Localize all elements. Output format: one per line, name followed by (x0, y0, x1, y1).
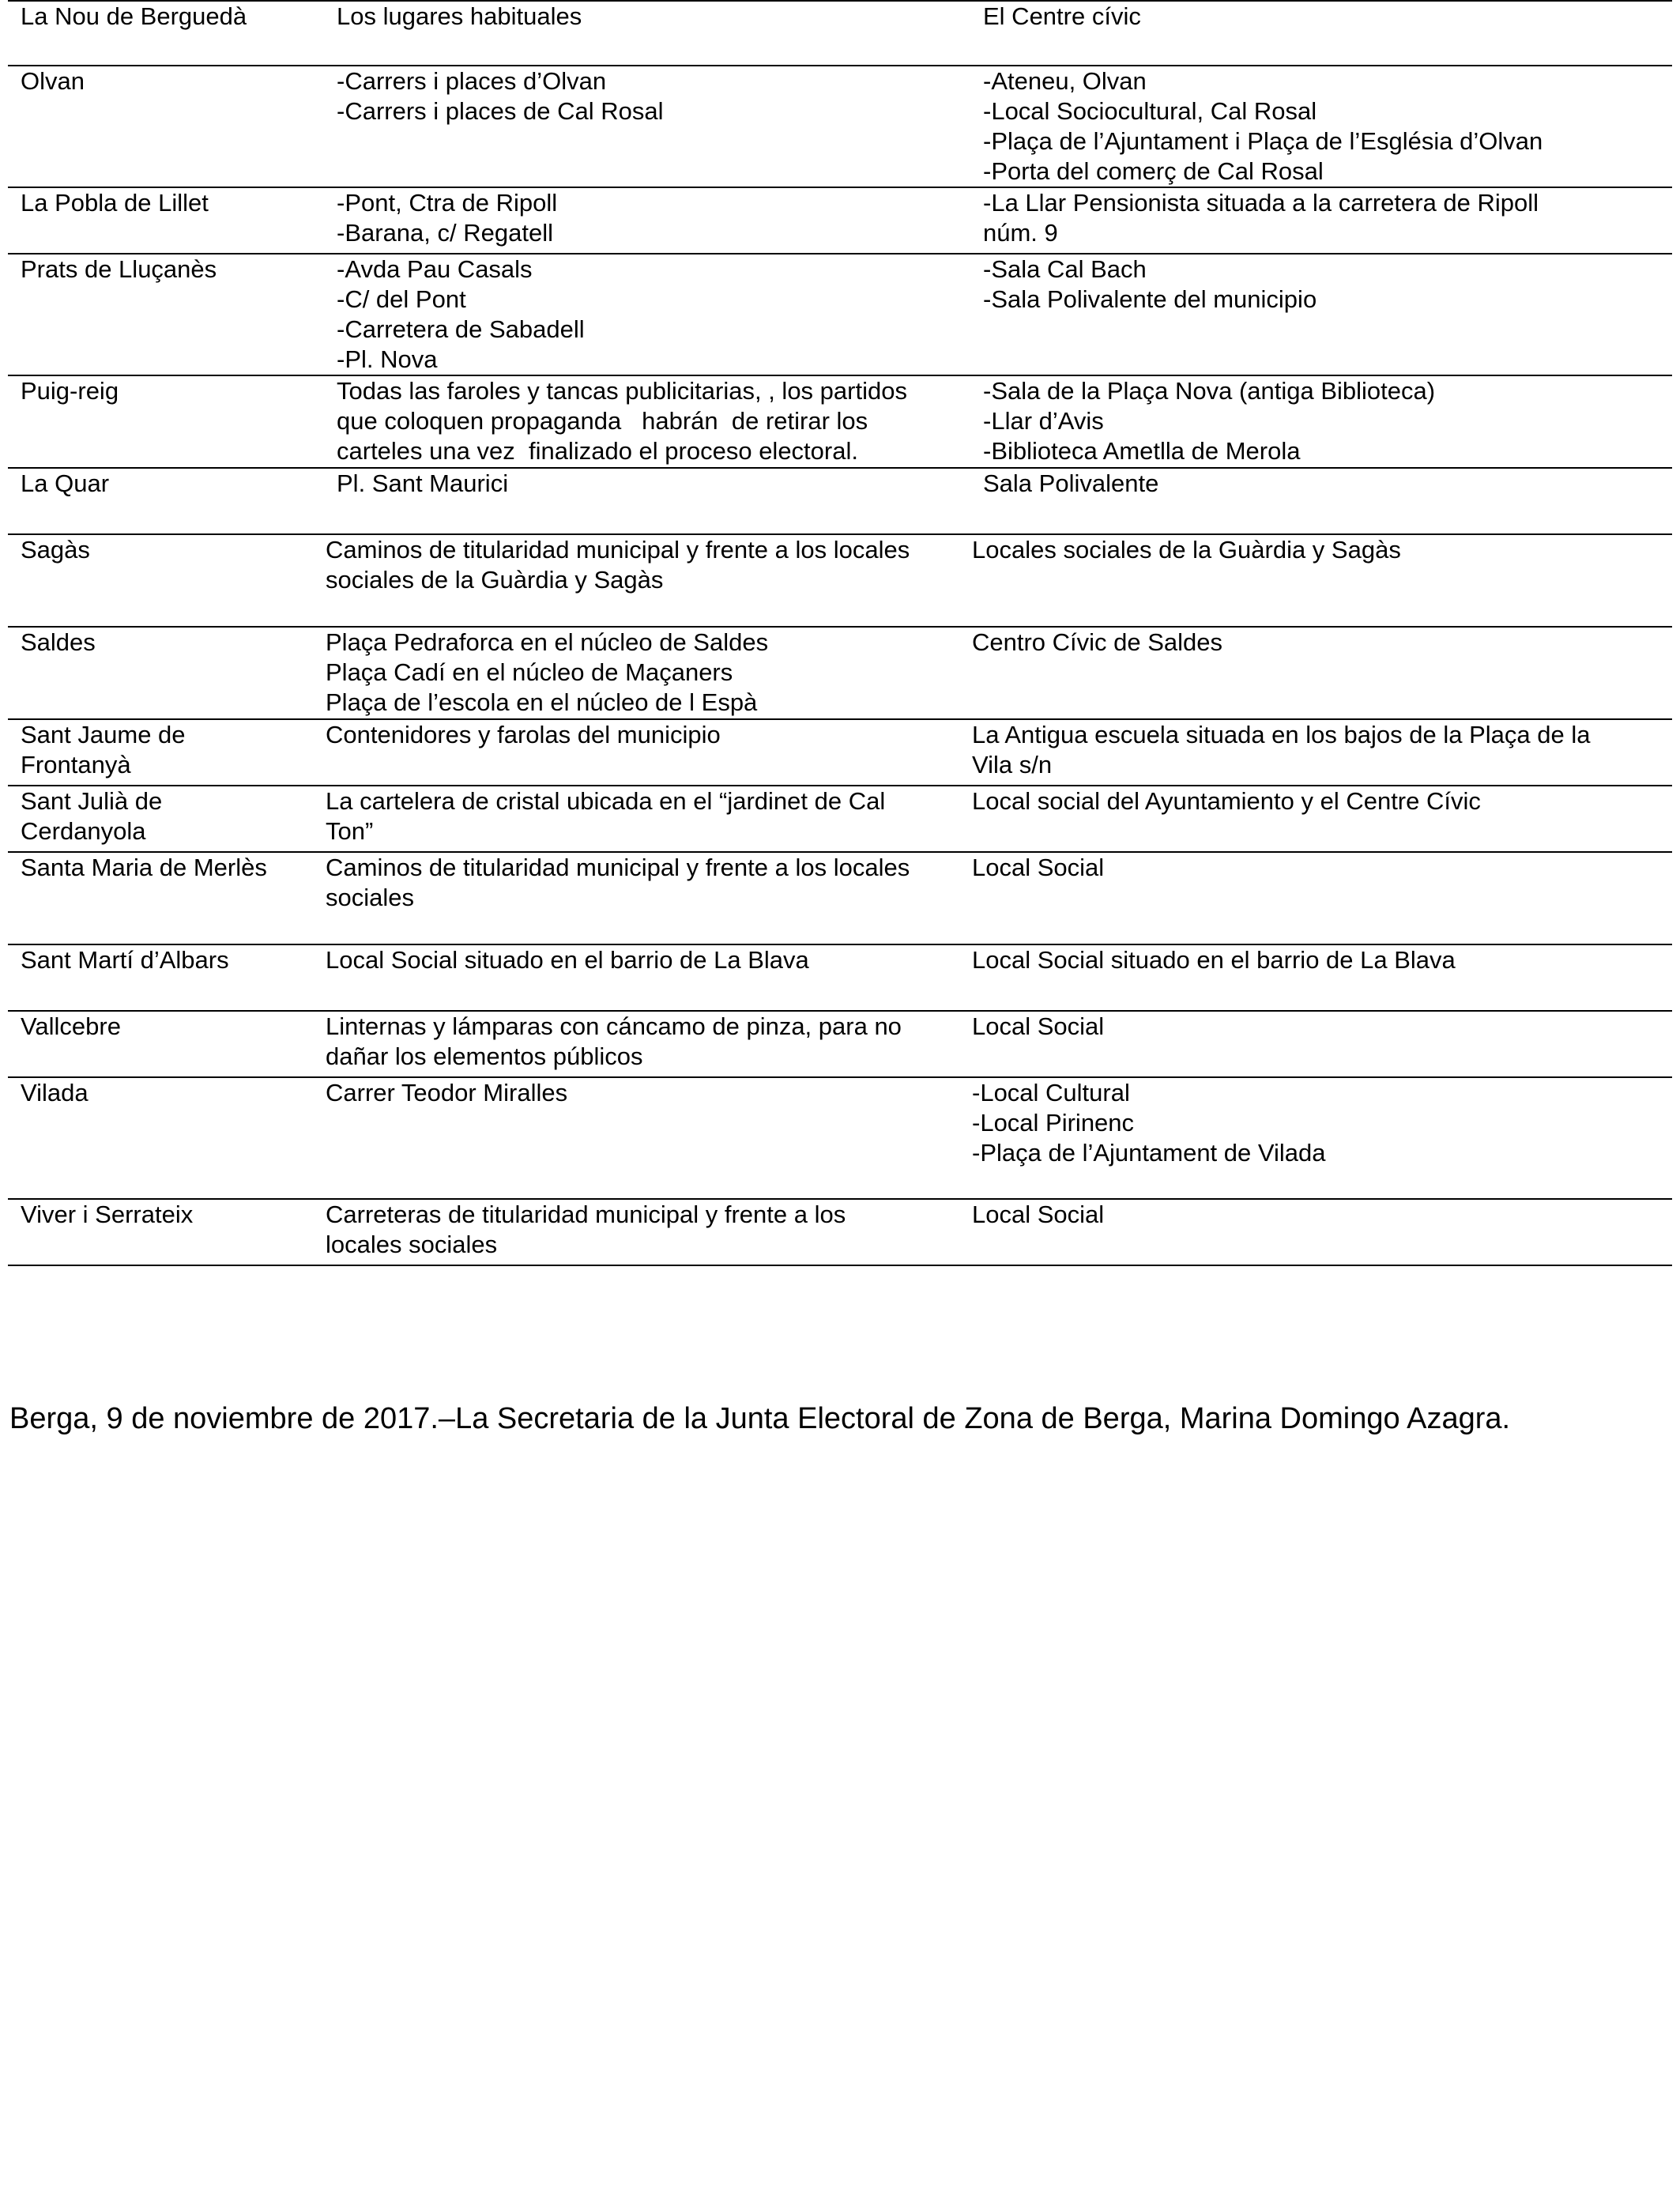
table-row (8, 254, 1672, 375)
posting-places-cell (313, 66, 959, 187)
table-row (8, 187, 1672, 254)
municipality-cell (8, 254, 313, 375)
municipality-cell (8, 187, 313, 254)
posting-places-cell (313, 254, 959, 375)
cell-text-line: carteles una vez finalizado el proceso electoral. (337, 437, 858, 465)
cell-text-line: -Pont, Ctra de Ripoll (337, 189, 558, 217)
cell-text-line: -Ateneu, Olvan (983, 67, 1147, 95)
cell-text-line: sociales (326, 884, 414, 911)
posting-places-cell (313, 786, 959, 852)
cell-text-line: -La Llar Pensionista situada a la carretera de Ripoll (983, 189, 1539, 217)
cell-text-line: -Local Cultural (972, 1079, 1130, 1106)
cell-text-line: Plaça Cadí en el núcleo de Maçaners (326, 658, 733, 686)
cell-text-line: Sant Jaume de (21, 721, 186, 748)
venues-cell (959, 786, 1672, 852)
cell-text-line: -Pl. Nova (337, 345, 438, 373)
cell-text-line: -Plaça de l’Ajuntament i Plaça de l’Església d’Olvan (983, 127, 1543, 155)
cell-text-line: -Plaça de l’Ajuntament de Vilada (972, 1139, 1326, 1167)
signature-line: Berga, 9 de noviembre de 2017.–La Secretaria de la Junta Electoral de Zona de Berga, Marina Domingo Azagra. (9, 1402, 1511, 1435)
municipality-cell (8, 719, 313, 786)
cell-text-line: Frontanyà (21, 751, 131, 778)
municipality-cell (8, 786, 313, 852)
cell-text-line: Plaça Pedraforca en el núcleo de Saldes (326, 628, 769, 656)
cell-text-line: Carreteras de titularidad municipal y frente a los (326, 1201, 846, 1228)
venues-cell (959, 187, 1672, 254)
table-row (8, 534, 1672, 627)
cell-text-line: Prats de Lluçanès (21, 255, 217, 283)
cell-text-line: Cerdanyola (21, 817, 146, 845)
municipality-cell (8, 1077, 313, 1199)
venues-cell (959, 375, 1672, 468)
municipality-cell (8, 66, 313, 187)
polling-places-table (8, 0, 1672, 1266)
cell-text-line: Vallcebre (21, 1012, 121, 1040)
cell-text-line: -Local Sociocultural, Cal Rosal (983, 97, 1317, 125)
venues-cell (959, 1199, 1672, 1265)
posting-places-cell (313, 1077, 959, 1199)
cell-text-line: La cartelera de cristal ubicada en el “jardinet de Cal (326, 787, 886, 815)
venues-cell (959, 852, 1672, 944)
cell-text-line: Local Social (972, 854, 1105, 881)
venues-cell (959, 944, 1672, 1011)
posting-places-cell (313, 719, 959, 786)
cell-text-line: Sagàs (21, 536, 90, 564)
municipality-cell (8, 1, 313, 66)
municipality-cell (8, 1199, 313, 1265)
posting-places-cell (313, 534, 959, 627)
venues-cell (959, 468, 1672, 534)
table-row (8, 852, 1672, 944)
cell-text-line: Sant Martí d’Albars (21, 946, 229, 974)
cell-text-line: -Carretera de Sabadell (337, 315, 585, 343)
cell-text-line: -C/ del Pont (337, 285, 466, 313)
posting-places-cell (313, 1, 959, 66)
cell-text-line: Caminos de titularidad municipal y frente a los locales (326, 854, 910, 881)
venues-cell (959, 66, 1672, 187)
cell-text-line: La Antigua escuela situada en los bajos de la Plaça de la (972, 721, 1591, 748)
cell-text-line: Locales sociales de la Guàrdia y Sagàs (972, 536, 1401, 564)
cell-text-line: -Local Pirinenc (972, 1109, 1135, 1137)
municipality-cell (8, 1011, 313, 1077)
table-row (8, 719, 1672, 786)
cell-text-line: Vilada (21, 1079, 89, 1106)
table-row (8, 1011, 1672, 1077)
cell-text-line: Local social del Ayuntamiento y el Centre Cívic (972, 787, 1481, 815)
cell-text-line: Plaça de l’escola en el núcleo de l Espà (326, 688, 758, 716)
cell-text-line: Contenidores y farolas del municipio (326, 721, 721, 748)
cell-text-line: Olvan (21, 67, 85, 95)
cell-text-line: Sala Polivalente (983, 469, 1159, 497)
cell-text-line: Local Social situado en el barrio de La Blava (972, 946, 1456, 974)
table-row (8, 66, 1672, 187)
table-row (8, 375, 1672, 468)
posting-places-cell (313, 1011, 959, 1077)
cell-text-line: -Sala Polivalente del municipio (983, 285, 1317, 313)
venues-cell (959, 254, 1672, 375)
cell-text-line: Santa Maria de Merlès (21, 854, 267, 881)
cell-text-line: La Pobla de Lillet (21, 189, 209, 217)
cell-text-line: Los lugares habituales (337, 2, 582, 30)
cell-text-line: Ton” (326, 817, 374, 845)
venues-cell (959, 1011, 1672, 1077)
cell-text-line: -Biblioteca Ametlla de Merola (983, 437, 1301, 465)
cell-text-line: -Llar d’Avis (983, 407, 1104, 435)
posting-places-cell (313, 944, 959, 1011)
municipality-cell (8, 852, 313, 944)
cell-text-line: -Porta del comerç de Cal Rosal (983, 157, 1324, 185)
cell-text-line: -Avda Pau Casals (337, 255, 533, 283)
cell-text-line: Caminos de titularidad municipal y frente a los locales (326, 536, 910, 564)
cell-text-line: sociales de la Guàrdia y Sagàs (326, 566, 664, 594)
posting-places-cell (313, 187, 959, 254)
municipality-cell (8, 534, 313, 627)
cell-text-line: Centro Cívic de Saldes (972, 628, 1223, 656)
cell-text-line: Local Social (972, 1201, 1105, 1228)
cell-text-line: Linternas y lámparas con cáncamo de pinza, para no (326, 1012, 902, 1040)
venues-cell (959, 1, 1672, 66)
posting-places-cell (313, 468, 959, 534)
cell-text-line: dañar los elementos públicos (326, 1042, 643, 1070)
table-body (8, 1, 1672, 1265)
table-row (8, 944, 1672, 1011)
posting-places-cell (313, 852, 959, 944)
posting-places-cell (313, 375, 959, 468)
cell-text-line: Puig-reig (21, 377, 119, 405)
table-row (8, 627, 1672, 719)
cell-text-line: Carrer Teodor Miralles (326, 1079, 568, 1106)
municipality-cell (8, 468, 313, 534)
cell-text-line: Todas las faroles y tancas publicitarias, , los partidos (337, 377, 907, 405)
cell-text-line: -Sala Cal Bach (983, 255, 1147, 283)
cell-text-line: -Barana, c/ Regatell (337, 219, 553, 247)
cell-text-line: locales sociales (326, 1231, 498, 1258)
table-row (8, 786, 1672, 852)
cell-text-line: Vila s/n (972, 751, 1053, 778)
cell-text-line: Local Social (972, 1012, 1105, 1040)
cell-text-line: La Nou de Berguedà (21, 2, 247, 30)
cell-text-line: El Centre cívic (983, 2, 1141, 30)
municipality-cell (8, 944, 313, 1011)
cell-text-line: La Quar (21, 469, 110, 497)
posting-places-cell (313, 1199, 959, 1265)
venues-cell (959, 627, 1672, 719)
cell-text-line: Local Social situado en el barrio de La Blava (326, 946, 809, 974)
table-row (8, 468, 1672, 534)
cell-text-line: Saldes (21, 628, 96, 656)
cell-text-line: Pl. Sant Maurici (337, 469, 509, 497)
cell-text-line: Viver i Serrateix (21, 1201, 194, 1228)
venues-cell (959, 534, 1672, 627)
posting-places-cell (313, 627, 959, 719)
cell-text-line: Sant Julià de (21, 787, 163, 815)
municipality-cell (8, 627, 313, 719)
venues-cell (959, 1077, 1672, 1199)
cell-text-line: que coloquen propaganda habrán de retirar los (337, 407, 868, 435)
cell-text-line: núm. 9 (983, 219, 1058, 247)
municipality-cell (8, 375, 313, 468)
cell-text-line: -Carrers i places de Cal Rosal (337, 97, 664, 125)
table-row (8, 1077, 1672, 1199)
cell-text-line: -Sala de la Plaça Nova (antiga Biblioteca) (983, 377, 1436, 405)
cell-text-line: -Carrers i places d’Olvan (337, 67, 607, 95)
table-row (8, 1, 1672, 66)
table-row (8, 1199, 1672, 1265)
venues-cell (959, 719, 1672, 786)
